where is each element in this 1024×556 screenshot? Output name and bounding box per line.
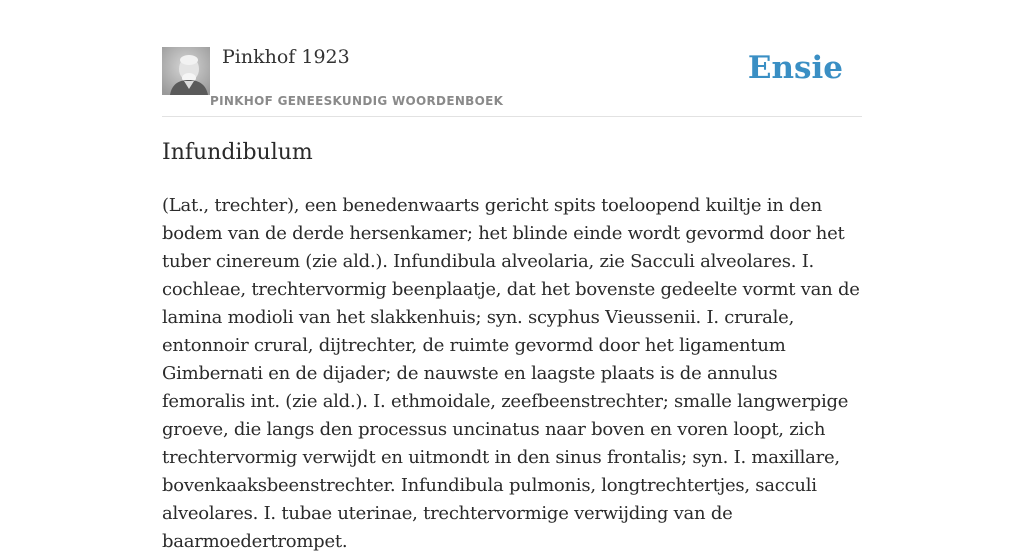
brand-logo[interactable]: Ensie xyxy=(747,50,843,86)
author-avatar[interactable] xyxy=(162,47,210,95)
portrait-icon xyxy=(162,47,210,95)
source-subtitle[interactable]: PINKHOF GENEESKUNDIG WOORDENBOEK xyxy=(210,94,504,108)
source-header xyxy=(162,0,862,117)
entry-definition: (Lat., trechter), een benedenwaarts gericht spits toeloopend kuiltje in den bodem van de derde hersenkamer; het blinde einde wordt gevormd door het tuber cinereum (zie ald.). Infundibula alveolaria, zie Sacculi alveolares. I. cochleae, trechtervormig beenplaatje, dat het bovenste gedeelte vormt van de lamina modioli van het slakkenhuis; syn. scyphus Vieussenii. I. crurale, entonnoir crural, dijtrechter, de ruimte gevormd door het ligamentum Gimbernati en de dijader; de nauwste en laagste plaats is de annulus femoralis int. (zie ald.). I. ethmoidale, zeefbeenstrechter; smalle langwerpige groeve, die langs den processus uncinatus naar boven en voren loopt, zich trechtervormig verwijdt en uitmondt in den sinus frontalis; syn. I. maxillare, bovenkaaksbeenstrechter. Infundibula pulmonis, longtrechtertjes, sacculi alveolares. I. tubae uterinae, trechtervormige verwijding van de baarmoedertrompet. xyxy=(162,195,860,552)
entry-title: Infundibulum xyxy=(162,140,313,165)
source-title[interactable]: Pinkhof 1923 xyxy=(222,46,350,68)
